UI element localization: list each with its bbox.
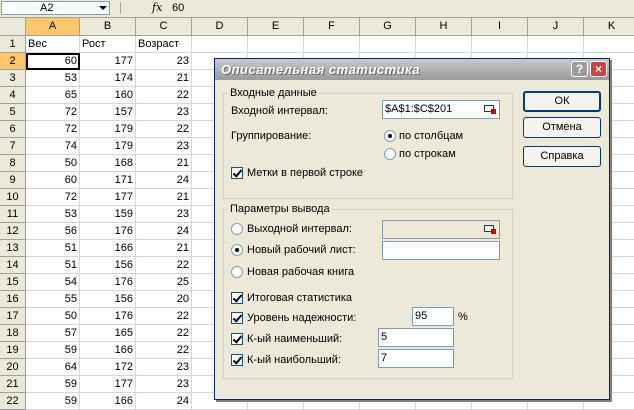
column-header[interactable]: D [192, 18, 248, 36]
labels-first-row-label[interactable]: Метки в первой строке [247, 167, 364, 179]
column-header[interactable]: B [80, 18, 136, 36]
kth-smallest-label[interactable]: К-ый наименьший: [247, 333, 343, 345]
table-cell[interactable]: 165 [80, 325, 136, 342]
table-cell[interactable]: 22 [136, 121, 192, 138]
cancel-button[interactable]: Отмена [523, 117, 601, 138]
table-cell[interactable]: 64 [26, 359, 80, 376]
row-header[interactable]: 4 [0, 87, 26, 104]
table-cell[interactable]: 50 [26, 155, 80, 172]
by-columns-radio[interactable] [384, 130, 396, 142]
table-cell[interactable]: 54 [26, 274, 80, 291]
output-range-radio[interactable] [231, 223, 243, 235]
row-header[interactable]: 11 [0, 206, 26, 223]
kth-largest-value: 7 [381, 352, 388, 364]
input-range-label: Входной интервал: [231, 105, 328, 117]
column-header[interactable]: J [528, 18, 584, 36]
table-cell[interactable]: 25 [136, 274, 192, 291]
row-header[interactable]: 16 [0, 291, 26, 308]
input-group-legend: Входные данные [230, 87, 317, 99]
table-cell[interactable]: 23 [136, 104, 192, 121]
table-cell[interactable]: 72 [26, 121, 80, 138]
input-range-value: $A$1:$C$201 [385, 103, 453, 115]
empty-cell[interactable] [472, 36, 528, 53]
table-cell[interactable]: 23 [136, 53, 192, 70]
empty-cell[interactable] [528, 36, 584, 53]
range-collapse-icon[interactable] [482, 222, 498, 237]
table-cell[interactable]: 22 [136, 325, 192, 342]
new-workbook-label[interactable]: Новая рабочая книга [247, 266, 355, 278]
percent-label: % [458, 311, 468, 323]
table-cell[interactable]: 21 [136, 240, 192, 257]
table-cell[interactable]: 22 [136, 257, 192, 274]
table-cell[interactable]: 160 [80, 87, 136, 104]
empty-cell[interactable] [304, 36, 360, 53]
confidence-level-value: 95 [415, 310, 428, 322]
row-header[interactable]: 6 [0, 121, 26, 138]
table-cell[interactable]: 50 [26, 308, 80, 325]
table-cell[interactable]: 56 [26, 223, 80, 240]
by-rows-radio[interactable] [384, 148, 396, 160]
column-header[interactable]: I [472, 18, 528, 36]
column-header[interactable]: A [26, 18, 80, 36]
empty-cell[interactable] [584, 36, 634, 53]
table-cell[interactable]: 21 [136, 155, 192, 172]
table-cell[interactable]: 24 [136, 172, 192, 189]
table-cell[interactable]: 22 [136, 308, 192, 325]
row-header[interactable]: 14 [0, 257, 26, 274]
new-workbook-radio[interactable] [231, 266, 243, 278]
name-box-value: A2 [40, 2, 54, 14]
table-cell[interactable]: 59 [26, 393, 80, 410]
table-cell[interactable]: 57 [26, 325, 80, 342]
input-range-field[interactable] [382, 100, 500, 119]
formula-input[interactable]: 60 [172, 2, 185, 14]
output-range-field[interactable] [382, 220, 500, 239]
kth-smallest-checkbox[interactable] [231, 333, 243, 345]
table-cell[interactable]: 166 [80, 240, 136, 257]
table-cell[interactable]: 177 [80, 53, 136, 70]
new-sheet-radio[interactable] [231, 244, 243, 256]
row-header[interactable]: 21 [0, 376, 26, 393]
table-cell[interactable]: 177 [80, 189, 136, 206]
table-cell[interactable]: 24 [136, 223, 192, 240]
table-cell[interactable]: 51 [26, 240, 80, 257]
range-collapse-icon[interactable] [482, 102, 498, 117]
grouping-label: Группирование: [231, 130, 312, 142]
table-cell[interactable]: 21 [136, 70, 192, 87]
output-options-group [223, 203, 513, 379]
row-header[interactable]: 20 [0, 359, 26, 376]
row-header[interactable]: 13 [0, 240, 26, 257]
header-cell[interactable]: Возраст [136, 36, 192, 53]
table-cell[interactable]: 72 [26, 104, 80, 121]
table-cell[interactable]: 156 [80, 291, 136, 308]
confidence-level-field[interactable] [412, 307, 454, 326]
row-header[interactable]: 2 [0, 53, 26, 70]
table-cell[interactable]: 60 [26, 53, 80, 70]
table-cell[interactable]: 23 [136, 376, 192, 393]
formula-bar [0, 0, 634, 18]
table-cell[interactable]: 166 [80, 393, 136, 410]
select-all-corner[interactable] [0, 18, 26, 36]
table-cell[interactable]: 22 [136, 87, 192, 104]
table-cell[interactable]: 23 [136, 359, 192, 376]
table-cell[interactable]: 159 [80, 206, 136, 223]
row-header[interactable]: 7 [0, 138, 26, 155]
table-cell[interactable]: 51 [26, 257, 80, 274]
table-cell[interactable]: 23 [136, 206, 192, 223]
row-header[interactable]: 18 [0, 325, 26, 342]
column-header[interactable]: F [304, 18, 360, 36]
row-header[interactable]: 17 [0, 308, 26, 325]
table-cell[interactable]: 20 [136, 291, 192, 308]
table-cell[interactable]: 174 [80, 70, 136, 87]
table-cell[interactable]: 59 [26, 376, 80, 393]
kth-largest-checkbox[interactable] [231, 354, 243, 366]
table-cell[interactable]: 22 [136, 342, 192, 359]
kth-smallest-field[interactable] [378, 328, 454, 347]
row-header[interactable]: 19 [0, 342, 26, 359]
table-cell[interactable]: 168 [80, 155, 136, 172]
column-header[interactable]: G [360, 18, 416, 36]
column-header[interactable]: E [248, 18, 304, 36]
header-cell[interactable]: Рост [80, 36, 136, 53]
column-header[interactable]: K [584, 18, 634, 36]
confidence-level-label[interactable]: Уровень надежности: [247, 312, 357, 324]
by-columns-label[interactable]: по столбцам [399, 130, 464, 142]
help-title-button[interactable]: ? [571, 61, 588, 77]
table-cell[interactable]: 59 [26, 342, 80, 359]
row-header[interactable]: 12 [0, 223, 26, 240]
row-header[interactable]: 9 [0, 172, 26, 189]
column-header[interactable]: C [136, 18, 192, 36]
confidence-level-checkbox[interactable] [231, 312, 243, 324]
dialog-titlebar[interactable] [215, 59, 609, 80]
chevron-down-icon[interactable] [99, 6, 107, 10]
kth-largest-field[interactable] [378, 349, 454, 368]
output-group-legend: Параметры вывода [230, 203, 330, 215]
row-header[interactable]: 10 [0, 189, 26, 206]
table-cell[interactable]: 65 [26, 87, 80, 104]
descriptive-statistics-dialog [214, 58, 610, 400]
row-header[interactable]: 1 [0, 36, 26, 53]
close-icon[interactable]: × [590, 61, 607, 77]
table-cell[interactable]: 23 [136, 138, 192, 155]
table-cell[interactable]: 179 [80, 121, 136, 138]
name-box[interactable] [1, 1, 110, 15]
table-cell[interactable]: 176 [80, 223, 136, 240]
table-cell[interactable]: 53 [26, 70, 80, 87]
dialog-title: Описательная статистика [221, 62, 421, 77]
kth-smallest-value: 5 [381, 331, 388, 343]
kth-largest-label[interactable]: К-ый наибольший: [247, 354, 342, 366]
table-cell[interactable]: 53 [26, 206, 80, 223]
labels-first-row-checkbox[interactable] [231, 167, 243, 179]
table-cell[interactable]: 177 [80, 376, 136, 393]
new-sheet-label[interactable]: Новый рабочий лист: [247, 244, 356, 256]
table-cell[interactable]: 179 [80, 138, 136, 155]
table-cell[interactable]: 72 [26, 189, 80, 206]
empty-cell[interactable] [248, 36, 304, 53]
empty-cell[interactable] [192, 36, 248, 53]
row-header[interactable]: 22 [0, 393, 26, 410]
table-cell[interactable]: 157 [80, 104, 136, 121]
table-cell[interactable]: 171 [80, 172, 136, 189]
formula-bar-separator [120, 2, 121, 14]
help-button[interactable]: Справка [523, 146, 601, 167]
summary-statistics-checkbox[interactable] [231, 292, 243, 304]
table-cell[interactable]: 24 [136, 393, 192, 410]
row-header[interactable]: 8 [0, 155, 26, 172]
table-cell[interactable]: 176 [80, 308, 136, 325]
ok-button[interactable]: ОК [523, 91, 601, 112]
table-cell[interactable]: 156 [80, 257, 136, 274]
function-icon[interactable]: fx [152, 1, 163, 14]
table-cell[interactable]: 55 [26, 291, 80, 308]
summary-statistics-label[interactable]: Итоговая статистика [247, 292, 353, 304]
header-cell[interactable]: Вес [26, 36, 80, 53]
empty-cell[interactable] [360, 36, 416, 53]
row-header[interactable]: 3 [0, 70, 26, 87]
table-cell[interactable]: 166 [80, 342, 136, 359]
row-header[interactable]: 5 [0, 104, 26, 121]
input-data-group [223, 87, 513, 199]
row-header[interactable]: 15 [0, 274, 26, 291]
table-cell[interactable]: 74 [26, 138, 80, 155]
table-cell[interactable]: 176 [80, 274, 136, 291]
by-rows-label[interactable]: по строкам [399, 148, 456, 160]
column-header[interactable]: H [416, 18, 472, 36]
table-cell[interactable]: 172 [80, 359, 136, 376]
output-range-label[interactable]: Выходной интервал: [247, 223, 352, 235]
table-cell[interactable]: 21 [136, 189, 192, 206]
empty-cell[interactable] [416, 36, 472, 53]
table-cell[interactable]: 60 [26, 172, 80, 189]
new-sheet-field[interactable] [382, 241, 500, 260]
